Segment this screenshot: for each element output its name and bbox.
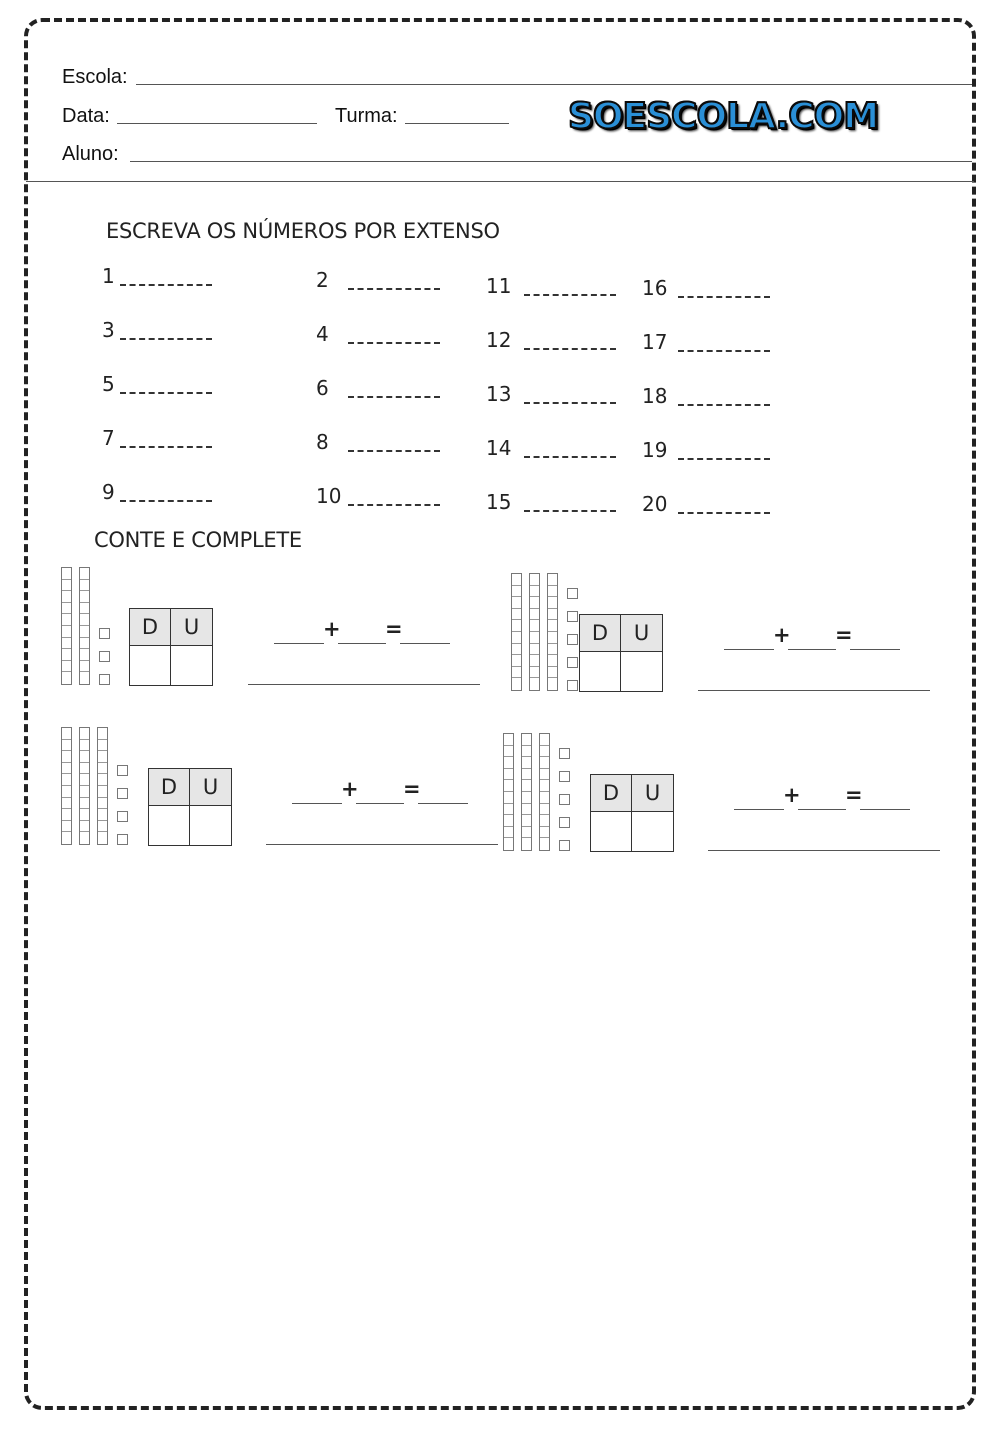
answer-dashed-line[interactable]: [524, 510, 616, 512]
unit-cube: [559, 817, 570, 828]
section-title-extenso: ESCREVA OS NÚMEROS POR EXTENSO: [106, 219, 500, 243]
answer-dashed-line[interactable]: [348, 450, 440, 452]
number-word-line[interactable]: [266, 844, 498, 845]
unit-cube: [117, 811, 128, 822]
escola-label: Escola:: [62, 66, 128, 88]
ten-rod: [61, 727, 72, 845]
addend-blank-2[interactable]: [338, 643, 386, 644]
answer-dashed-line[interactable]: [348, 396, 440, 398]
number-label: 5: [102, 372, 115, 396]
ten-rod: [503, 733, 514, 851]
number-label: 13: [486, 382, 512, 406]
tens-units-table: [129, 608, 213, 686]
unit-cube: [559, 748, 570, 759]
data-field[interactable]: [117, 123, 317, 124]
ten-rod: [79, 727, 90, 845]
ten-rod: [61, 567, 72, 685]
number-label: 17: [642, 330, 668, 354]
unit-cube: [117, 834, 128, 845]
units-answer-cell[interactable]: [171, 646, 212, 685]
ten-rod: [511, 573, 522, 691]
aluno-field[interactable]: [130, 161, 972, 162]
number-label: 8: [316, 430, 329, 454]
number-label: 3: [102, 318, 115, 342]
sum-blank[interactable]: [850, 649, 900, 650]
ten-rod: [97, 727, 108, 845]
answer-dashed-line[interactable]: [348, 342, 440, 344]
answer-dashed-line[interactable]: [678, 458, 770, 460]
answer-dashed-line[interactable]: [678, 512, 770, 514]
addend-blank-1[interactable]: [734, 809, 784, 810]
sum-blank[interactable]: [860, 809, 910, 810]
addend-blank-2[interactable]: [798, 809, 846, 810]
unit-cube: [99, 628, 110, 639]
answer-dashed-line[interactable]: [678, 350, 770, 352]
section-title-conte: CONTE E COMPLETE: [94, 528, 302, 552]
number-label: 15: [486, 490, 512, 514]
escola-field[interactable]: [136, 84, 972, 85]
unit-cube: [117, 765, 128, 776]
unit-cube: [559, 840, 570, 851]
tens-units-table: [590, 774, 674, 852]
answer-dashed-line[interactable]: [348, 288, 440, 290]
tens-answer-cell[interactable]: [580, 652, 621, 691]
answer-dashed-line[interactable]: [348, 504, 440, 506]
answer-dashed-line[interactable]: [120, 446, 212, 448]
unit-cube: [567, 680, 578, 691]
ten-rod: [521, 733, 532, 851]
equals-sign: =: [835, 623, 853, 647]
unit-cube: [117, 788, 128, 799]
answer-dashed-line[interactable]: [120, 284, 212, 286]
ten-rod: [529, 573, 540, 691]
tens-answer-cell[interactable]: [130, 646, 171, 685]
unit-cube: [567, 634, 578, 645]
answer-dashed-line[interactable]: [120, 500, 212, 502]
addend-blank-1[interactable]: [292, 803, 342, 804]
addend-blank-1[interactable]: [724, 649, 774, 650]
units-header: U: [621, 615, 662, 652]
number-label: 9: [102, 480, 115, 504]
units-answer-cell[interactable]: [632, 812, 673, 851]
tens-units-table: [579, 614, 663, 692]
unit-cube: [567, 588, 578, 599]
unit-cube: [567, 657, 578, 668]
number-label: 18: [642, 384, 668, 408]
ten-rod: [547, 573, 558, 691]
answer-dashed-line[interactable]: [524, 456, 616, 458]
number-label: 16: [642, 276, 668, 300]
turma-label: Turma:: [335, 105, 398, 127]
number-word-line[interactable]: [248, 684, 480, 685]
unit-cube: [559, 771, 570, 782]
number-word-line[interactable]: [698, 690, 930, 691]
soescola-logo: SOESCOLA.COM: [568, 96, 879, 137]
number-label: 14: [486, 436, 512, 460]
number-label: 1: [102, 264, 115, 288]
sum-blank[interactable]: [400, 643, 450, 644]
header-divider: [26, 181, 974, 182]
answer-dashed-line[interactable]: [524, 294, 616, 296]
addend-blank-2[interactable]: [356, 803, 404, 804]
ten-rod: [79, 567, 90, 685]
plus-sign: +: [341, 777, 359, 801]
data-label: Data:: [62, 105, 110, 127]
unit-cube: [567, 611, 578, 622]
tens-units-table: [148, 768, 232, 846]
number-label: 19: [642, 438, 668, 462]
plus-sign: +: [773, 623, 791, 647]
tens-header: D: [580, 615, 621, 652]
equals-sign: =: [403, 777, 421, 801]
number-label: 11: [486, 274, 512, 298]
tens-header: D: [149, 769, 190, 806]
number-label: 2: [316, 268, 329, 292]
tens-header: D: [591, 775, 632, 812]
unit-cube: [99, 651, 110, 662]
addend-blank-2[interactable]: [788, 649, 836, 650]
plus-sign: +: [323, 617, 341, 641]
answer-dashed-line[interactable]: [120, 392, 212, 394]
units-header: U: [190, 769, 231, 806]
plus-sign: +: [783, 783, 801, 807]
number-label: 4: [316, 322, 329, 346]
answer-dashed-line[interactable]: [678, 404, 770, 406]
answer-dashed-line[interactable]: [120, 338, 212, 340]
units-answer-cell[interactable]: [621, 652, 662, 691]
turma-field[interactable]: [405, 123, 509, 124]
sum-blank[interactable]: [418, 803, 468, 804]
number-label: 6: [316, 376, 329, 400]
ten-rod: [539, 733, 550, 851]
equals-sign: =: [845, 783, 863, 807]
number-label: 7: [102, 426, 115, 450]
tens-answer-cell[interactable]: [591, 812, 632, 851]
answer-dashed-line[interactable]: [678, 296, 770, 298]
units-header: U: [632, 775, 673, 812]
answer-dashed-line[interactable]: [524, 348, 616, 350]
answer-dashed-line[interactable]: [524, 402, 616, 404]
unit-cube: [559, 794, 570, 805]
equals-sign: =: [385, 617, 403, 641]
addend-blank-1[interactable]: [274, 643, 324, 644]
number-label: 12: [486, 328, 512, 352]
units-answer-cell[interactable]: [190, 806, 231, 845]
number-word-line[interactable]: [708, 850, 940, 851]
number-label: 20: [642, 492, 668, 516]
tens-header: D: [130, 609, 171, 646]
unit-cube: [99, 674, 110, 685]
units-header: U: [171, 609, 212, 646]
aluno-label: Aluno:: [62, 143, 119, 165]
tens-answer-cell[interactable]: [149, 806, 190, 845]
number-label: 10: [316, 484, 342, 508]
